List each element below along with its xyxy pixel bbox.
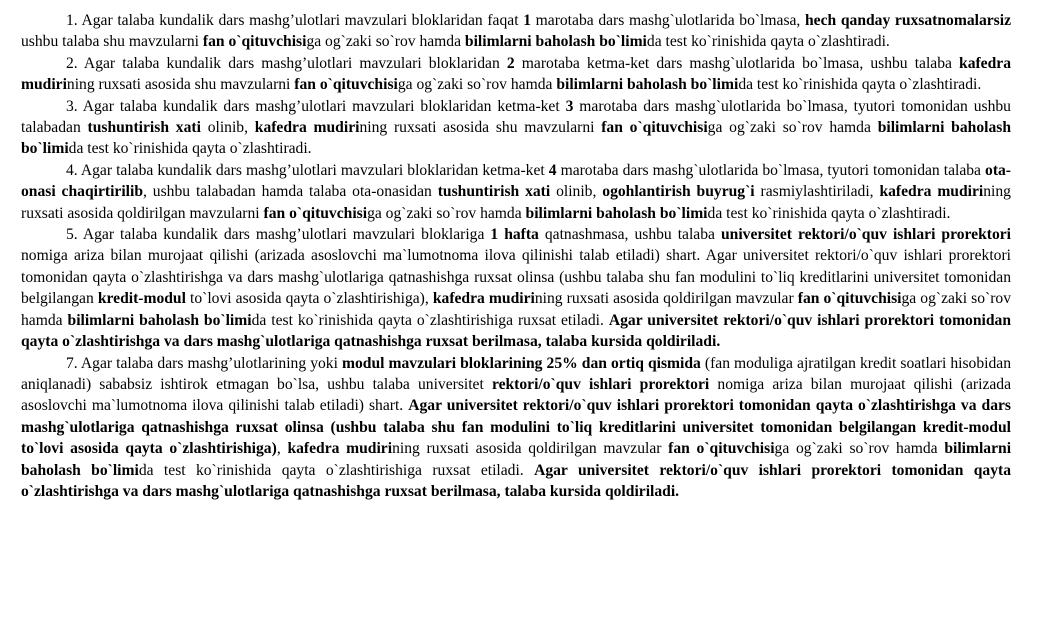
bold-text-run: Agar universitet rektori/o`quv ishlari prorektori tomonidan qayta o`zlashtirishga va dars mashg`ulotlariga qatnashishga ruxsat olinsa (ushbu talaba shu fan modulini to`liq kreditlarini universitet tomonidan belgilangan kredit-modul to`lovi asosida qayta o`zlashtirishiga) — [21, 397, 1012, 458]
bold-text-run: bilimlarni baholash bo`limi — [556, 76, 739, 94]
bold-text-run: 2 — [506, 54, 515, 72]
text-run: qatnashmasa, ushbu talaba — [538, 226, 721, 244]
bold-text-run: rektori/o`quv ishlari prorektori — [491, 375, 710, 393]
text-run: rasmiylashtiriladi, — [754, 183, 880, 201]
bold-text-run: 3 — [565, 97, 574, 115]
bold-text-run: Agar universitet rektori/o`quv ishlari prorektori tomonidan qayta o`zlashtirishga va dars mashg`ulotlariga qatnashishga ruxsat berilmasa, talaba kursida qoldiriladi. — [21, 461, 1012, 500]
text-run: ning ruxsati asosida shu mavzularni — [359, 119, 602, 137]
text-run: , — [276, 440, 288, 458]
text-run: ushbu talaba shu mavzularni — [21, 33, 203, 51]
rule-paragraph-1 — [21, 10, 1011, 53]
text-run: ning ruxsati asosida qoldirilgan mavzular — [534, 290, 798, 308]
text-run: ga og`zaki so`rov hamda — [306, 33, 465, 51]
bold-text-run: kafedra mudiri — [432, 290, 535, 308]
bold-text-run: fan o`qituvchisi — [668, 440, 775, 458]
bold-text-run: fan o`qituvchisi — [294, 76, 398, 94]
text-run: da test ko`rinishida qayta o`zlashtirishiga ruxsat etiladi. — [138, 461, 535, 479]
text-run: ga og`zaki so`rov hamda — [707, 119, 878, 137]
bold-text-run: ota-onasi chaqirtirilib — [21, 161, 1011, 201]
bold-text-run: kafedra mudiri — [21, 54, 1011, 94]
bold-text-run: 4 — [548, 161, 557, 179]
text-run: ning ruxsati asosida qoldirilgan mavzular — [392, 440, 669, 458]
bold-text-run: universitet rektori/o`quv ishlari prorektori — [720, 226, 1012, 244]
bold-text-run: bilimlarni baholash bo`limi — [525, 204, 708, 222]
bold-text-run: kafedra mudiri — [879, 183, 984, 201]
text-run: 2. Agar talaba kundalik dars mashg’ulotlari mavzulari bloklaridan — [66, 54, 507, 72]
text-run: to`lovi asosida qayta o`zlashtirishiga), — [185, 290, 433, 308]
text-run: nomiga ariza bilan murojaat qilishi (arizada asoslovchi ma`lumotnoma ilova qilinishi talab etiladi) shart. Agar universitet rektori/o`quv ishlari prorektori tomonidan qayta o`zlashtirishga va dars mashg`ulotlariga qatnashishga ruxsat olinsa (ushbu talaba shu fan modulini to`liq kreditlarini universitet tomonidan belgilangan — [21, 247, 1011, 308]
text-run: marotaba dars mashg`ulotlarida bo`lmasa, tyutori tomonidan talaba — [556, 161, 986, 179]
text-run: ga og`zaki so`rov hamda — [367, 204, 526, 222]
text-run: 3. Agar talaba kundalik dars mashg’ulotlari mavzulari bloklaridan ketma-ket — [66, 97, 566, 115]
bold-text-run: tushuntirish xati — [437, 183, 551, 201]
bold-text-run: kafedra mudiri — [254, 119, 360, 137]
text-run: marotaba ketma-ket dars mashg`ulotlarida bo`lmasa, ushbu talaba — [514, 54, 960, 72]
bold-text-run: bilimlarni baholash bo`limi — [21, 119, 1011, 158]
bold-text-run: fan o`qituvchisi — [797, 290, 902, 308]
rule-paragraph-4 — [21, 160, 1011, 224]
text-run: da test ko`rinishida qayta o`zlashtiradi. — [646, 33, 890, 51]
text-run: nomiga ariza bilan murojaat qilishi (arizada asoslovchi ma`lumotnoma ilova qilinishi talab etiladi) shart. — [21, 375, 1012, 415]
bold-text-run: fan o`qituvchisi — [263, 204, 368, 222]
rule-paragraph-3 — [21, 96, 1011, 160]
bold-text-run: bilimlarni baholash bo`limi — [21, 440, 1012, 479]
bold-text-run: bilimlarni baholash bo`limi — [464, 33, 647, 51]
text-run: marotaba dars mashg`ulotlarida bo`lmasa, — [530, 12, 805, 29]
bold-text-run: 1 — [523, 12, 531, 29]
bold-text-run: modul mavzulari bloklarining 25% dan ortiq qismida — [341, 354, 701, 372]
bold-text-run: tushuntirish xati — [87, 119, 201, 137]
text-run: da test ko`rinishida qayta o`zlashtirishiga ruxsat etiladi. — [251, 311, 609, 329]
text-run: olinib, — [200, 119, 255, 137]
rule-paragraph-2 — [21, 53, 1011, 96]
text-run: da test ko`rinishida qayta o`zlashtiradi. — [738, 76, 982, 94]
text-run: ning ruxsati asosida shu mavzularni — [66, 76, 295, 94]
text-run: 7. Agar talaba dars mashg’ulotlarining yoki — [66, 354, 342, 372]
text-run: ga og`zaki so`rov hamda — [21, 290, 1011, 329]
bold-text-run: 1 hafta — [490, 226, 539, 244]
text-run: , ushbu talabadan hamda talaba ota-onasidan — [143, 183, 438, 201]
bold-text-run: hech qanday ruxsatnomalarsiz — [805, 12, 1011, 29]
text-run: olinib, — [550, 183, 603, 201]
bold-text-run: fan o`qituvchisi — [202, 33, 307, 51]
text-run: ga og`zaki so`rov hamda — [397, 76, 557, 94]
bold-text-run: Agar universitet rektori/o`quv ishlari prorektori tomonidan qayta o`zlashtirishga va dars mashg`ulotlariga qatnashishga ruxsat berilmasa, talaba kursida qoldiriladi. — [21, 311, 1012, 351]
text-run: da test ko`rinishida qayta o`zlashtiradi. — [707, 204, 951, 222]
text-run: ning ruxsati asosida qoldirilgan mavzularni — [21, 183, 1011, 222]
text-run: 1. Agar talaba kundalik dars mashg’ulotlari mavzulari bloklaridan faqat — [66, 12, 524, 29]
text-run: marotaba dars mashg`ulotlarida bo`lmasa, tyutori tomonidan ushbu talabadan — [21, 97, 1011, 137]
text-run: 5. Agar talaba kundalik dars mashg’ulotlari mavzulari bloklariga — [66, 226, 491, 244]
text-run: da test ko`rinishida qayta o`zlashtiradi. — [68, 140, 312, 158]
bold-text-run: fan o`qituvchisi — [601, 119, 708, 137]
text-run: 4. Agar talaba kundalik dars mashg’ulotlari mavzulari bloklaridan ketma-ket — [66, 161, 549, 179]
bold-text-run: ogohlantirish buyrug`i — [602, 183, 755, 201]
rule-paragraph-7 — [21, 353, 1011, 503]
rule-paragraph-5 — [21, 224, 1011, 352]
bold-text-run: bilimlarni baholash bo`limi — [67, 311, 252, 329]
text-run: (fan moduliga ajratilgan kredit soatlari hisobidan aniqlanadi) sababsiz ishtirok etmagan bo`lsa, ushbu talaba universitet — [21, 354, 1011, 393]
text-run: ga og`zaki so`rov hamda — [774, 440, 945, 458]
bold-text-run: kredit-modul — [97, 290, 186, 308]
bold-text-run: kafedra mudiri — [287, 440, 393, 458]
